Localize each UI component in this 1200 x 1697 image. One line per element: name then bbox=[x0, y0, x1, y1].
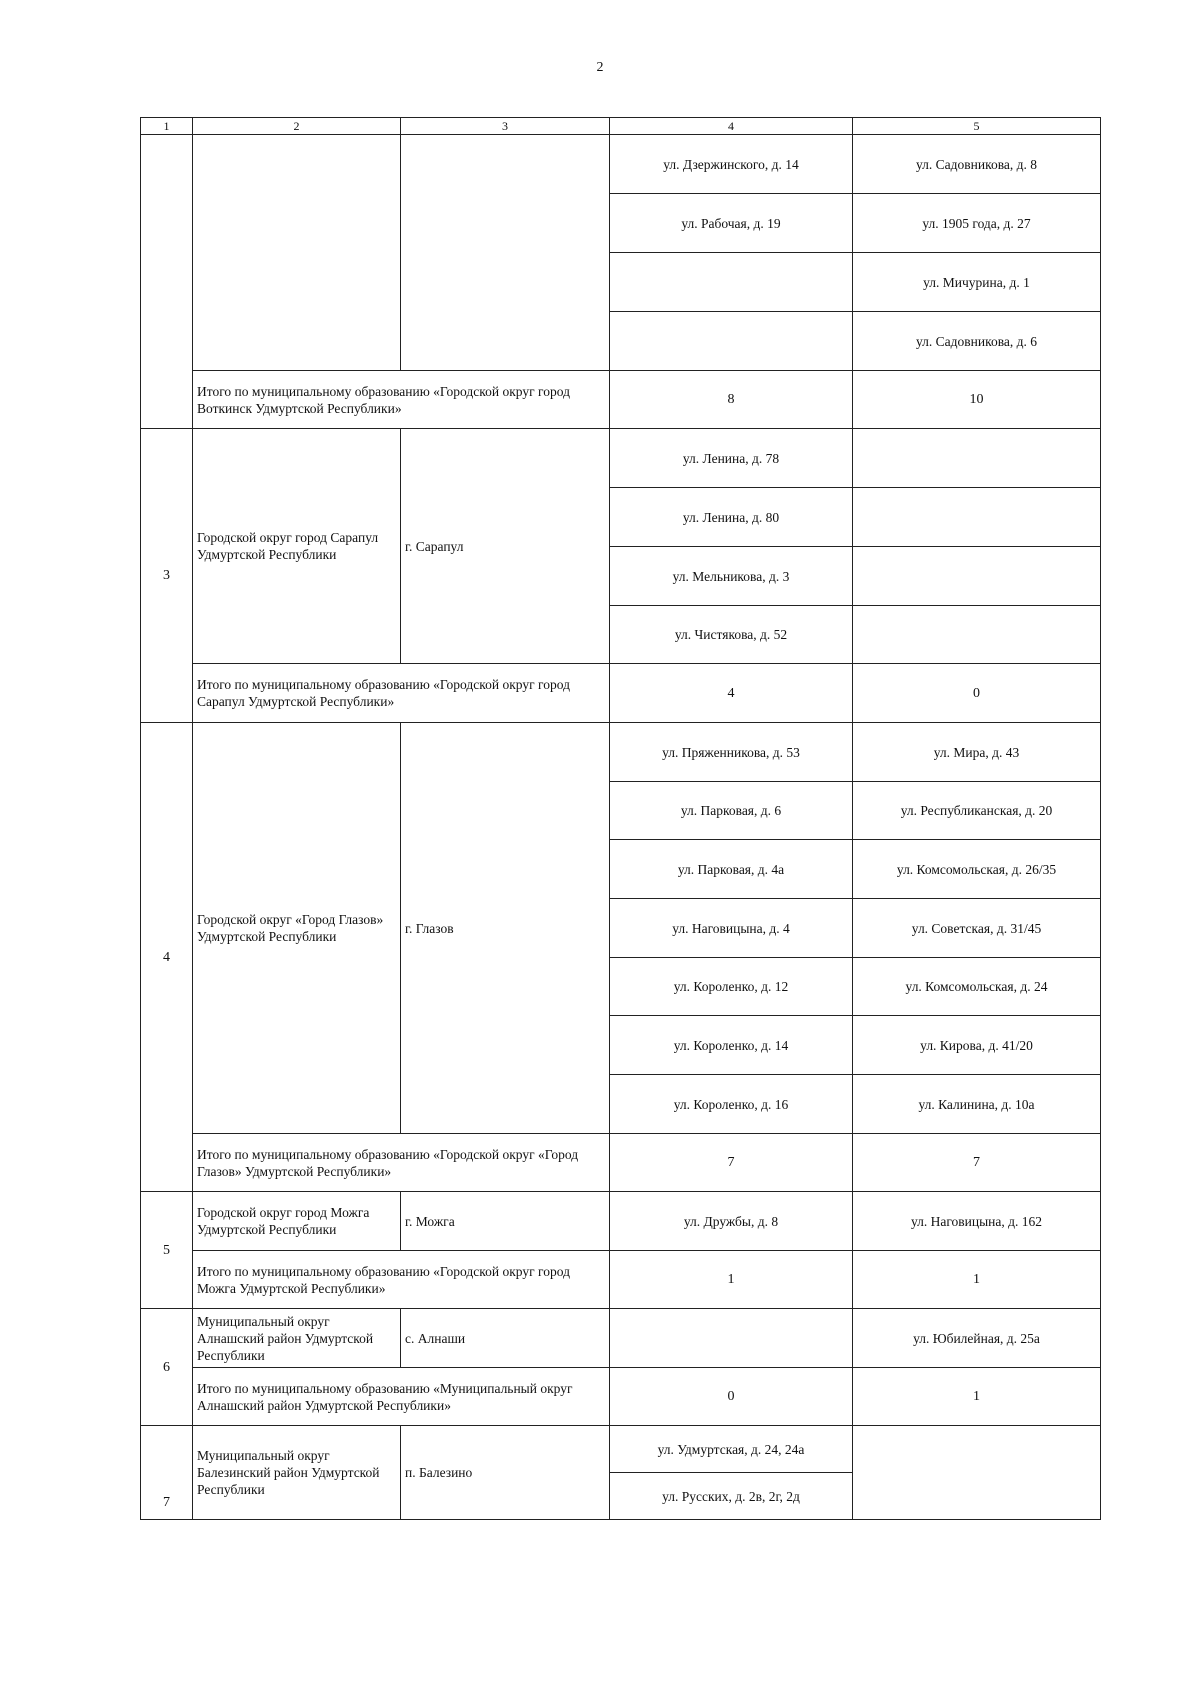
locality-name: п. Балезино bbox=[401, 1426, 610, 1520]
total-col5: 10 bbox=[853, 371, 1101, 429]
address-col5: ул. Юбилейная, д. 25а bbox=[853, 1309, 1101, 1368]
address-col5 bbox=[853, 1426, 1101, 1520]
total-row bbox=[141, 1368, 1101, 1426]
address-col4: ул. Чистякова, д. 52 bbox=[610, 606, 853, 664]
locality-name: г. Можга bbox=[401, 1192, 610, 1251]
col-header-5: 5 bbox=[853, 118, 1101, 135]
total-row bbox=[141, 664, 1101, 723]
address-col4: ул. Короленко, д. 14 bbox=[610, 1016, 853, 1075]
group-number: 5 bbox=[141, 1192, 193, 1309]
address-col4: ул. Мельникова, д. 3 bbox=[610, 547, 853, 606]
group-number: 7 bbox=[141, 1426, 193, 1520]
address-col4: ул. Пряженникова, д. 53 bbox=[610, 723, 853, 782]
address-col5 bbox=[853, 488, 1101, 547]
locality-name: г. Сарапул bbox=[401, 429, 610, 664]
table-row bbox=[141, 723, 1101, 782]
address-col5: ул. Комсомольская, д. 26/35 bbox=[853, 840, 1101, 899]
address-col4: ул. Наговицына, д. 4 bbox=[610, 899, 853, 958]
total-col5: 7 bbox=[853, 1134, 1101, 1192]
address-col5 bbox=[853, 547, 1101, 606]
col-header-3: 3 bbox=[401, 118, 610, 135]
address-col5: ул. Мичурина, д. 1 bbox=[853, 253, 1101, 312]
table-row bbox=[141, 135, 1101, 194]
table-row bbox=[141, 1426, 1101, 1473]
addresses-table bbox=[140, 117, 1101, 1520]
address-col5: ул. Комсомольская, д. 24 bbox=[853, 958, 1101, 1016]
address-col5 bbox=[853, 606, 1101, 664]
municipality-name: Городской округ город Сарапул Удмуртской Республики bbox=[193, 429, 401, 664]
total-col5: 1 bbox=[853, 1251, 1101, 1309]
total-col5: 0 bbox=[853, 664, 1101, 723]
total-row bbox=[141, 1251, 1101, 1309]
address-col5: ул. 1905 года, д. 27 bbox=[853, 194, 1101, 253]
address-col4 bbox=[610, 253, 853, 312]
address-col4 bbox=[610, 1309, 853, 1368]
table-row bbox=[141, 429, 1101, 488]
address-col4: ул. Рабочая, д. 19 bbox=[610, 194, 853, 253]
total-label: Итого по муниципальному образованию «Муниципальный округ Алнашский район Удмуртской Республики» bbox=[193, 1368, 610, 1426]
group-number: 6 bbox=[141, 1309, 193, 1426]
table-row bbox=[141, 1309, 1101, 1368]
total-row bbox=[141, 1134, 1101, 1192]
address-col4: ул. Парковая, д. 4а bbox=[610, 840, 853, 899]
address-col4: ул. Короленко, д. 16 bbox=[610, 1075, 853, 1134]
total-col4: 7 bbox=[610, 1134, 853, 1192]
municipality-name: Муниципальный округ Балезинский район Удмуртской Республики bbox=[193, 1426, 401, 1520]
total-col4: 8 bbox=[610, 371, 853, 429]
total-col5: 1 bbox=[853, 1368, 1101, 1426]
locality-cell bbox=[401, 135, 610, 371]
address-col4: ул. Ленина, д. 78 bbox=[610, 429, 853, 488]
group-number: 3 bbox=[141, 429, 193, 723]
total-row bbox=[141, 371, 1101, 429]
locality-name: с. Алнаши bbox=[401, 1309, 610, 1368]
total-label: Итого по муниципальному образованию «Городской округ «Город Глазов» Удмуртской Республики» bbox=[193, 1134, 610, 1192]
group-number-cell bbox=[141, 135, 193, 429]
group-number: 4 bbox=[141, 723, 193, 1192]
address-col4: ул. Парковая, д. 6 bbox=[610, 782, 853, 840]
total-label: Итого по муниципальному образованию «Городской округ город Воткинск Удмуртской Республики» bbox=[193, 371, 610, 429]
municipality-name: Городской округ город Можга Удмуртской Республики bbox=[193, 1192, 401, 1251]
total-label: Итого по муниципальному образованию «Городской округ город Сарапул Удмуртской Республики» bbox=[193, 664, 610, 723]
address-col5: ул. Садовникова, д. 6 bbox=[853, 312, 1101, 371]
address-col5: ул. Мира, д. 43 bbox=[853, 723, 1101, 782]
address-col4: ул. Дзержинского, д. 14 bbox=[610, 135, 853, 194]
page-number: 2 bbox=[596, 60, 604, 75]
address-col4: ул. Дружбы, д. 8 bbox=[610, 1192, 853, 1251]
address-col5: ул. Кирова, д. 41/20 bbox=[853, 1016, 1101, 1075]
address-col5 bbox=[853, 429, 1101, 488]
address-col5: ул. Советская, д. 31/45 bbox=[853, 899, 1101, 958]
address-col5: ул. Республиканская, д. 20 bbox=[853, 782, 1101, 840]
header-row bbox=[141, 118, 1101, 135]
address-col5: ул. Садовникова, д. 8 bbox=[853, 135, 1101, 194]
address-col5: ул. Наговицына, д. 162 bbox=[853, 1192, 1101, 1251]
municipality-name: Городской округ «Город Глазов» Удмуртской Республики bbox=[193, 723, 401, 1134]
locality-name: г. Глазов bbox=[401, 723, 610, 1134]
col-header-1: 1 bbox=[141, 118, 193, 135]
table-row bbox=[141, 1192, 1101, 1251]
total-col4: 0 bbox=[610, 1368, 853, 1426]
address-col4: ул. Удмуртская, д. 24, 24а bbox=[610, 1426, 853, 1473]
address-col4: ул. Ленина, д. 80 bbox=[610, 488, 853, 547]
total-col4: 1 bbox=[610, 1251, 853, 1309]
col-header-4: 4 bbox=[610, 118, 853, 135]
municipality-cell bbox=[193, 135, 401, 371]
total-label: Итого по муниципальному образованию «Городской округ город Можга Удмуртской Республики» bbox=[193, 1251, 610, 1309]
address-col4: ул. Русских, д. 2в, 2г, 2д bbox=[610, 1473, 853, 1520]
total-col4: 4 bbox=[610, 664, 853, 723]
address-col5: ул. Калинина, д. 10а bbox=[853, 1075, 1101, 1134]
municipality-name: Муниципальный округ Алнашский район Удмуртской Республики bbox=[193, 1309, 401, 1368]
col-header-2: 2 bbox=[193, 118, 401, 135]
address-col4: ул. Короленко, д. 12 bbox=[610, 958, 853, 1016]
address-col4 bbox=[610, 312, 853, 371]
